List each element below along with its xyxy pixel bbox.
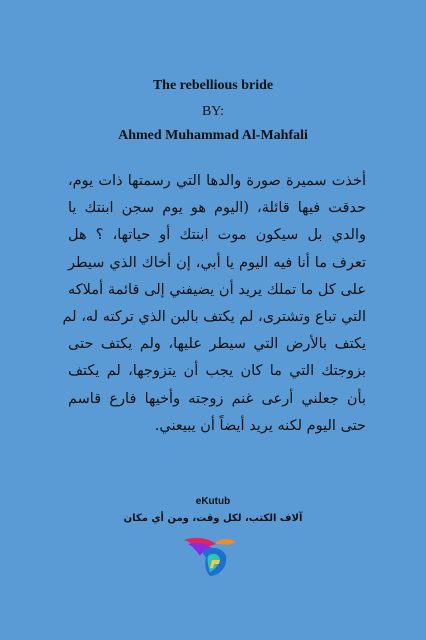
excerpt-line: على كل ما تملك يريد أن يضيفني إلى قائمة أملاكه xyxy=(68,281,366,298)
author-name: Ahmed Muhammad Al-Mahfali xyxy=(118,128,308,143)
excerpt-line: تعرف ما أنا فيه اليوم يا أبي، إن أخاك الذي سيطر xyxy=(68,254,366,271)
excerpt-text xyxy=(62,168,366,440)
excerpt-line: والدي بل سيكون موت ابنتك أو حياتها، ؟ هل xyxy=(68,227,366,244)
excerpt-line: أخذت سميرة صورة والدها التي رسمتها ذات يوم، xyxy=(68,173,366,189)
publisher-name: eKutub xyxy=(195,496,231,507)
excerpt-line: حدقت فيها قائلة، (اليوم هو يوم سجن ابنتك يا xyxy=(68,200,366,217)
excerpt-line: بأن جعلني أرعى غنم زوجته وأخيها فارع قاسم xyxy=(68,390,366,407)
excerpt-line: حتى اليوم لكنه يريد أيضاً أن يبيعني. xyxy=(154,417,366,434)
by-label: BY: xyxy=(201,104,225,119)
publisher-tagline: آلاف الكتب، لكل وقت، ومن أي مكان xyxy=(123,513,303,524)
excerpt-line: التي تباع وتشترى، لم يكتف بالبن الذي تركته له، لم xyxy=(62,309,366,326)
excerpt-line: يكتف بالأرض التي سيطر عليها، ولم يكتف حتى xyxy=(68,336,366,353)
book-title: The rebellious bride xyxy=(152,78,274,93)
excerpt-line: بزوجتك التي ما كان يجب أن يتزوجها، لم يكتف xyxy=(68,363,366,380)
ekutub-bird-logo-icon xyxy=(182,532,242,582)
